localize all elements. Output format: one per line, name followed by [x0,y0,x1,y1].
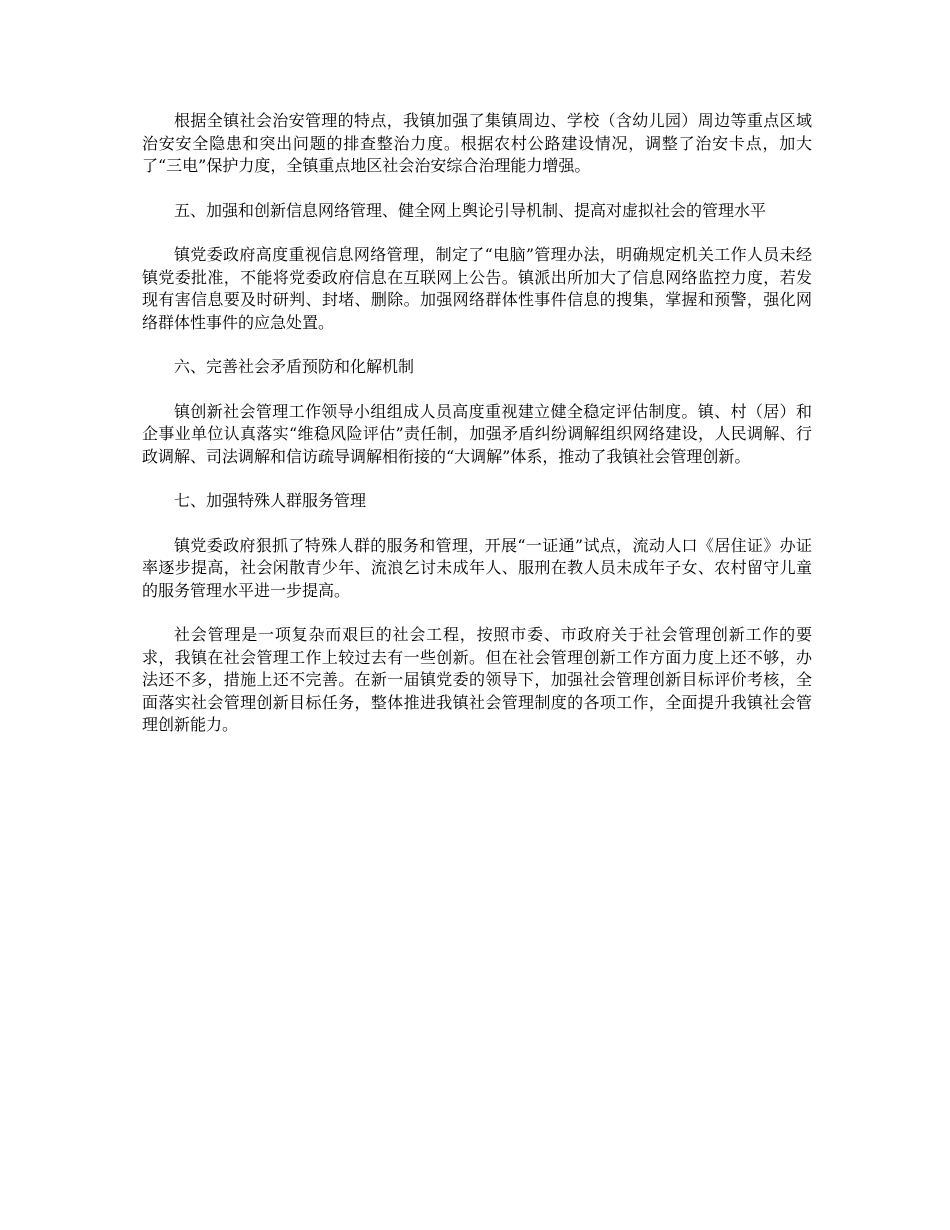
paragraph-conflict-resolution: 镇创新社会管理工作领导小组组成人员高度重视建立健全稳定评估制度。镇、村（居）和企事业单位认真落实“维稳风险评估”责任制，加强矛盾纠纷调解组织网络建设，人民调解、行政调解、司法调解和信访疏导调解相衔接的“大调解”体系，推动了我镇社会管理创新。 [142,401,812,466]
paragraph-conclusion: 社会管理是一项复杂而艰巨的社会工程，按照市委、市政府关于社会管理创新工作的要求，我镇在社会管理工作上较过去有一些创新。但在社会管理创新工作方面力度上还不够，办法还不多，措施上还不完善。在新一届镇党委的领导下，加强社会管理创新目标评价考核，全面落实社会管理创新目标任务，整体推进我镇社会管理制度的各项工作，全面提升我镇社会管理创新能力。 [142,625,812,734]
paragraph-public-security: 根据全镇社会治安管理的特点，我镇加强了集镇周边、学校（含幼儿园）周边等重点区域治安安全隐患和突出问题的排查整治力度。根据农村公路建设情况，调整了治安卡点，加大了“三电”保护力度，全镇重点地区社会治安综合治理能力增强。 [142,111,812,175]
paragraph-network-management: 镇党委政府高度重视信息网络管理，制定了“电脑”管理办法，明确规定机关工作人员未经镇党委批准，不能将党委政府信息在互联网上公告。镇派出所加大了信息网络监控力度，若发现有害信息要及时研判、封堵、删除。加强网络群体性事件信息的搜集，掌握和预警，强化网络群体性事件的应急处置。 [142,245,812,332]
section-heading-6: 六、完善社会矛盾预防和化解机制 [174,357,415,376]
section-heading-5: 五、加强和创新信息网络管理、健全网上舆论引导机制、提高对虚拟社会的管理水平 [174,200,767,220]
section-heading-7: 七、加强特殊人群服务管理 [174,491,367,510]
paragraph-special-groups: 镇党委政府狠抓了特殊人群的服务和管理，开展“一证通”试点，流动人口《居住证》办证率逐步提高，社会闲散青少年、流浪乞讨未成年人、服刑在教人员未成年子女、农村留守儿童的服务管理水平进一步提高。 [142,535,812,600]
document-page [142,110,812,759]
